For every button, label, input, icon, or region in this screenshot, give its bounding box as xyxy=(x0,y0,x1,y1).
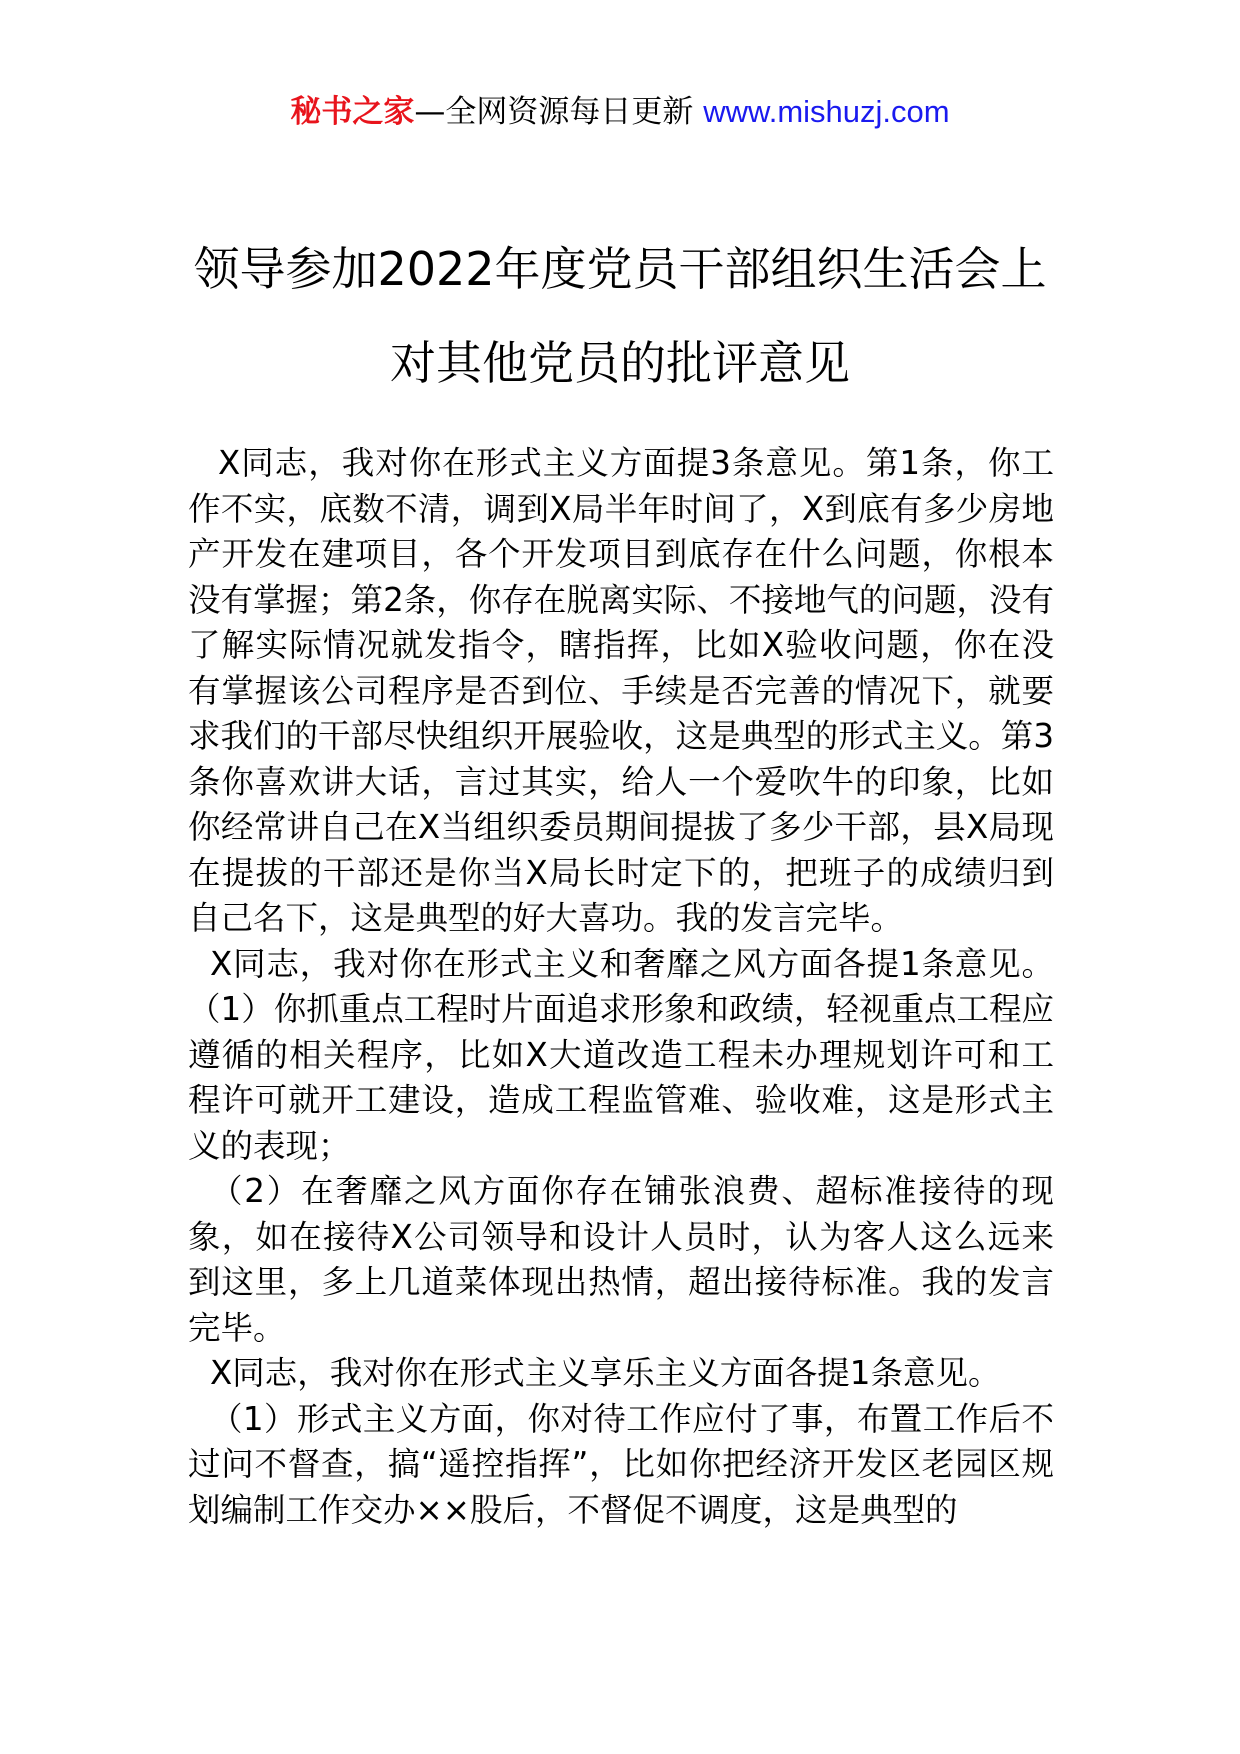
site-slogan: —全网资源每日更新 xyxy=(414,94,704,130)
document-body xyxy=(188,441,1054,1533)
paragraph: X同志，我对你在形式主义方面提3条意见。第1条，你工作不实，底数不清，调到X局半年时间了，X到底有多少房地产开发在建项目，各个开发项目到底存在什么问题，你根本没有掌握；第2条，你存在脱离实际、不接地气的问题，没有了解实际情况就发指令，瞎指挥，比如X验收问题，你在没有掌握该公司程序是否到位、手续是否完善的情况下，就要求我们的干部尽快组织开展验收，这是典型的形式主义。第3条你喜欢讲大话，言过其实，给人一个爱吹牛的印象，比如你经常讲自己在X当组织委员期间提拔了多少干部，县X局现在提拔的干部还是你当X局长时定下的，把班子的成绩归到自己名下，这是典型的好大喜功。我的发言完毕。 xyxy=(188,444,1054,937)
paragraph: （1）形式主义方面，你对待工作应付了事，布置工作后不过问不督查，搞“遥控指挥”，比如你把经济开发区老园区规划编制工作交办××股后，不督促不调度，这是典型的 xyxy=(188,1399,1054,1529)
site-url-link[interactable]: www.mishuzj.com xyxy=(703,94,950,129)
site-header xyxy=(0,92,1240,132)
site-brand: 秘书之家 xyxy=(290,94,415,130)
title-line-2: 对其他党员的批评意见 xyxy=(390,336,850,390)
paragraph: （2）在奢靡之风方面你存在铺张浪费、超标准接待的现象，如在接待X公司领导和设计人员时，认为客人这么远来到这里，多上几道菜体现出热情，超出接待标准。我的发言完毕。 xyxy=(188,1172,1054,1347)
paragraph: X同志，我对你在形式主义和奢靡之风方面各提1条意见。（1）你抓重点工程时片面追求形象和政绩，轻视重点工程应遵循的相关程序，比如X大道改造工程未办理规划许可和工程许可就开工建设，造成工程监管难、验收难，这是形式主义的表现； xyxy=(188,944,1054,1165)
title-line-1: 领导参加2022年度党员干部组织生活会上 xyxy=(193,242,1047,296)
document-title xyxy=(0,222,1240,410)
paragraph: X同志，我对你在形式主义享乐主义方面各提1条意见。 xyxy=(210,1354,1001,1392)
